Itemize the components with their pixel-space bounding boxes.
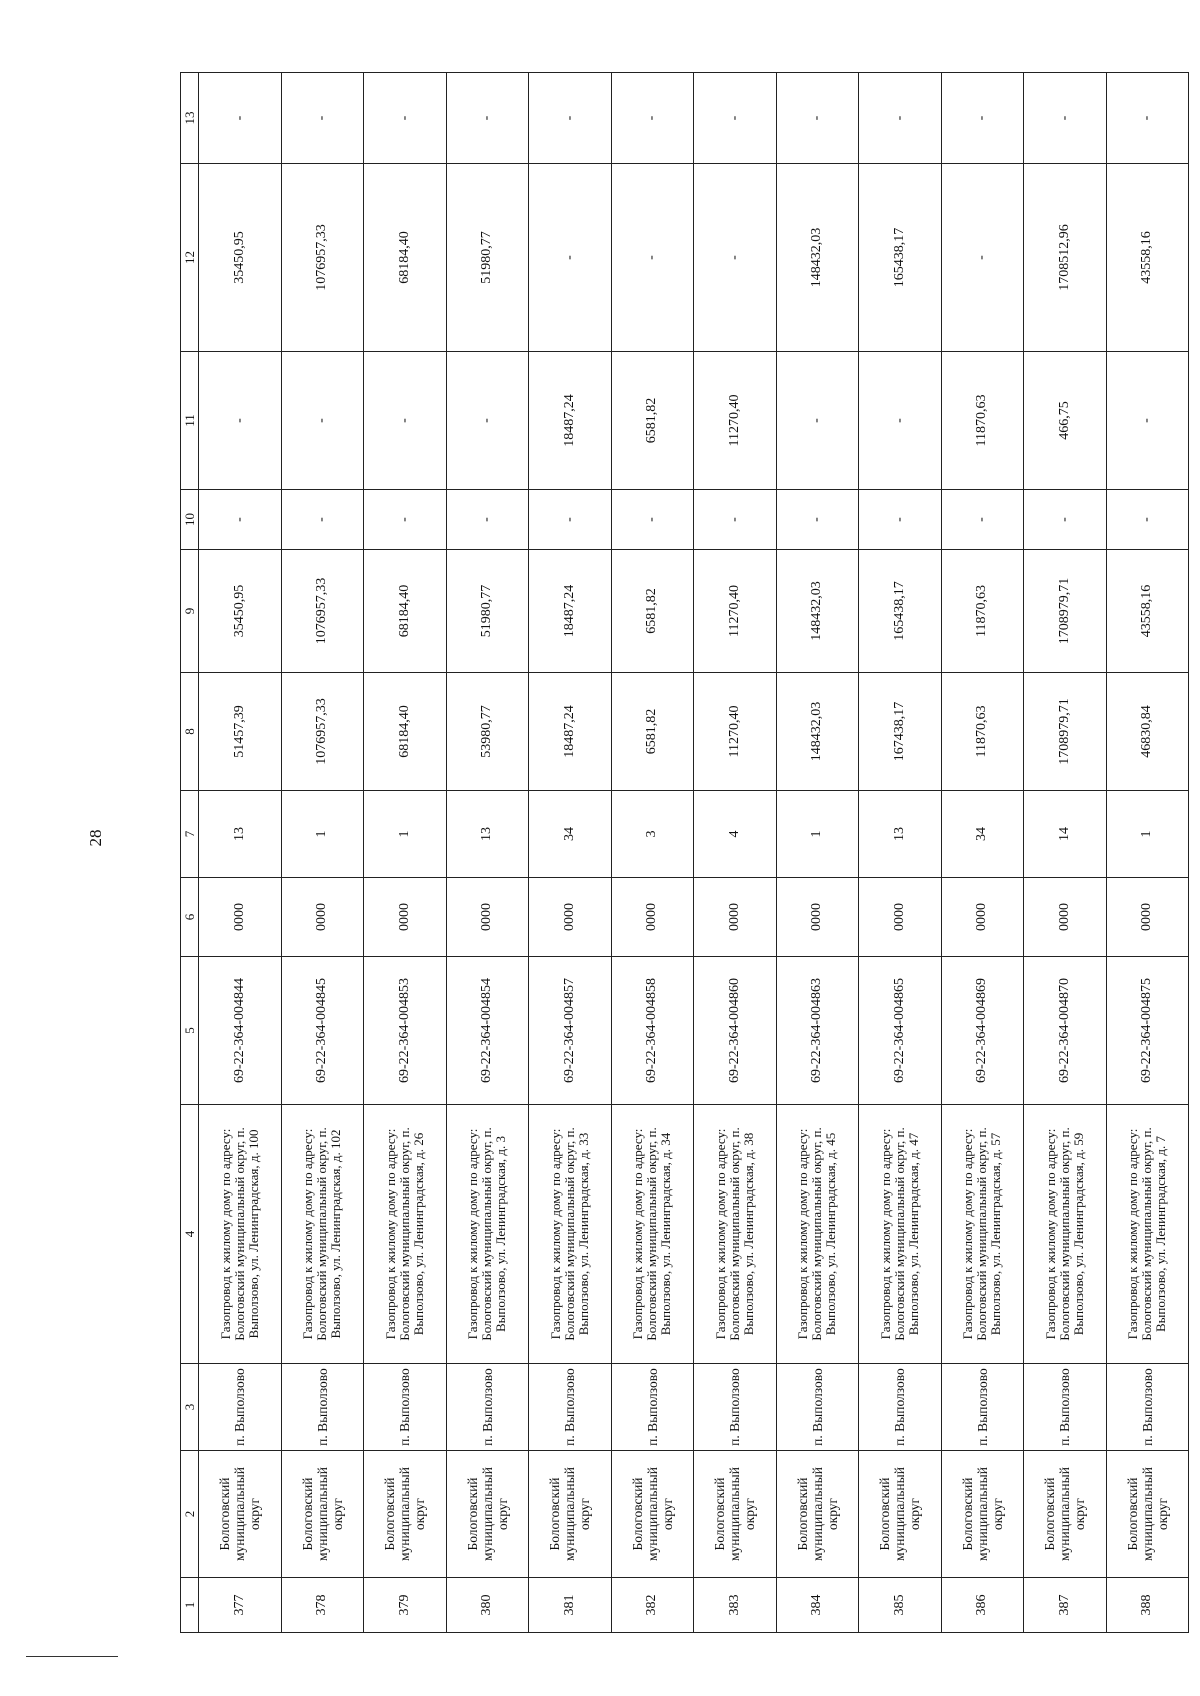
column-header: 8 <box>181 673 199 791</box>
settlement-cell: п. Выползово <box>281 1364 364 1451</box>
table-row <box>941 73 1024 1633</box>
value-cell: 165438,17 <box>859 164 942 352</box>
cadastral-number: 69-22-364-004857 <box>529 957 612 1105</box>
value-cell: 466,75 <box>1024 352 1107 490</box>
value-cell: 18487,24 <box>529 352 612 490</box>
code-cell: 0000 <box>941 878 1024 957</box>
value-cell: - <box>529 164 612 352</box>
row-number: 378 <box>281 1578 364 1633</box>
row-number: 380 <box>446 1578 529 1633</box>
code-cell: 0000 <box>1024 878 1107 957</box>
settlement-cell: п. Выползово <box>941 1364 1024 1451</box>
value-cell: 46830,84 <box>1106 673 1189 791</box>
cadastral-number: 69-22-364-004844 <box>199 957 282 1105</box>
value-cell: 165438,17 <box>859 550 942 673</box>
value-cell: - <box>941 164 1024 352</box>
settlement-cell: п. Выползово <box>1024 1364 1107 1451</box>
value-cell: 51980,77 <box>446 550 529 673</box>
settlement-cell: п. Выползово <box>364 1364 447 1451</box>
value-cell: 148432,03 <box>776 550 859 673</box>
value-cell: 11270,40 <box>694 673 777 791</box>
value-cell: 6581,82 <box>611 673 694 791</box>
row-number: 384 <box>776 1578 859 1633</box>
object-description: Газопровод к жилому дому по адресу: Бологовский муниципальный округ, п. Выползово, ул. Ленинградская, д. 34 <box>611 1105 694 1364</box>
cadastral-number: 69-22-364-004853 <box>364 957 447 1105</box>
district-cell: Бологовский муниципальный округ <box>776 1451 859 1578</box>
value-cell: - <box>446 352 529 490</box>
table-row <box>611 73 694 1633</box>
value-cell: 11870,63 <box>941 550 1024 673</box>
column-header: 10 <box>181 490 199 550</box>
row-number: 388 <box>1106 1578 1189 1633</box>
value-cell: - <box>859 352 942 490</box>
code-cell: 0000 <box>364 878 447 957</box>
value-cell: - <box>859 490 942 550</box>
value-cell: 68184,40 <box>364 550 447 673</box>
value-cell: 1708979,71 <box>1024 550 1107 673</box>
value-cell: - <box>1106 490 1189 550</box>
value-cell: - <box>1024 490 1107 550</box>
value-cell: - <box>941 490 1024 550</box>
value-cell: - <box>529 490 612 550</box>
column-header: 7 <box>181 791 199 878</box>
district-cell: Бологовский муниципальный округ <box>529 1451 612 1578</box>
code-cell: 0000 <box>859 878 942 957</box>
cadastral-number: 69-22-364-004865 <box>859 957 942 1105</box>
row-number: 379 <box>364 1578 447 1633</box>
value-cell: - <box>859 73 942 164</box>
value-cell: - <box>1106 352 1189 490</box>
table-row <box>529 73 612 1633</box>
value-cell: - <box>529 73 612 164</box>
column-header: 1 <box>181 1578 199 1633</box>
value-cell: 11870,63 <box>941 673 1024 791</box>
code-cell: 0000 <box>776 878 859 957</box>
value-cell: - <box>446 73 529 164</box>
count-cell: 1 <box>1106 791 1189 878</box>
value-cell: - <box>281 73 364 164</box>
district-cell: Бологовский муниципальный округ <box>941 1451 1024 1578</box>
column-header: 6 <box>181 878 199 957</box>
value-cell: - <box>281 490 364 550</box>
value-cell: 51980,77 <box>446 164 529 352</box>
value-cell: 1076957,33 <box>281 550 364 673</box>
value-cell: 18487,24 <box>529 550 612 673</box>
district-cell: Бологовский муниципальный округ <box>364 1451 447 1578</box>
value-cell: 11270,40 <box>694 352 777 490</box>
value-cell: - <box>281 352 364 490</box>
code-cell: 0000 <box>694 878 777 957</box>
value-cell: - <box>776 73 859 164</box>
row-number: 386 <box>941 1578 1024 1633</box>
object-description: Газопровод к жилому дому по адресу: Бологовский муниципальный округ, п. Выползово, ул. Ленинградская, д. 26 <box>364 1105 447 1364</box>
value-cell: 11270,40 <box>694 550 777 673</box>
value-cell: - <box>611 490 694 550</box>
row-number: 377 <box>199 1578 282 1633</box>
district-cell: Бологовский муниципальный округ <box>611 1451 694 1578</box>
row-number: 382 <box>611 1578 694 1633</box>
value-cell: - <box>611 164 694 352</box>
value-cell: 51457,39 <box>199 673 282 791</box>
footnote-divider <box>26 1656 118 1657</box>
cadastral-number: 69-22-364-004863 <box>776 957 859 1105</box>
column-header: 3 <box>181 1364 199 1451</box>
column-header: 12 <box>181 164 199 352</box>
count-cell: 1 <box>364 791 447 878</box>
column-header: 9 <box>181 550 199 673</box>
object-description: Газопровод к жилому дому по адресу: Бологовский муниципальный округ, п. Выползово, ул. Ленинградская, д. 7 <box>1106 1105 1189 1364</box>
table-body <box>199 73 1189 1633</box>
count-cell: 13 <box>199 791 282 878</box>
count-cell: 3 <box>611 791 694 878</box>
object-description: Газопровод к жилому дому по адресу: Бологовский муниципальный округ, п. Выползово, ул. Ленинградская, д. 45 <box>776 1105 859 1364</box>
object-description: Газопровод к жилому дому по адресу: Бологовский муниципальный округ, п. Выползово, ул. Ленинградская, д. 3 <box>446 1105 529 1364</box>
table-row <box>364 73 447 1633</box>
value-cell: 167438,17 <box>859 673 942 791</box>
settlement-cell: п. Выползово <box>694 1364 777 1451</box>
register-table <box>180 72 1189 1633</box>
table-row <box>281 73 364 1633</box>
value-cell: - <box>364 73 447 164</box>
code-cell: 0000 <box>281 878 364 957</box>
cadastral-number: 69-22-364-004875 <box>1106 957 1189 1105</box>
value-cell: 6581,82 <box>611 550 694 673</box>
page-number: 28 <box>86 829 105 847</box>
cadastral-number: 69-22-364-004854 <box>446 957 529 1105</box>
settlement-cell: п. Выползово <box>446 1364 529 1451</box>
settlement-cell: п. Выползово <box>529 1364 612 1451</box>
settlement-cell: п. Выползово <box>859 1364 942 1451</box>
value-cell: 43558,16 <box>1106 550 1189 673</box>
object-description: Газопровод к жилому дому по адресу: Бологовский муниципальный округ, п. Выползово, ул. Ленинградская, д. 33 <box>529 1105 612 1364</box>
object-description: Газопровод к жилому дому по адресу: Бологовский муниципальный округ, п. Выползово, ул. Ленинградская, д. 59 <box>1024 1105 1107 1364</box>
value-cell: - <box>694 164 777 352</box>
header-row <box>181 73 199 1633</box>
row-number: 385 <box>859 1578 942 1633</box>
table-row <box>859 73 942 1633</box>
object-description: Газопровод к жилому дому по адресу: Бологовский муниципальный округ, п. Выползово, ул. Ленинградская, д. 47 <box>859 1105 942 1364</box>
value-cell: - <box>199 73 282 164</box>
count-cell: 34 <box>941 791 1024 878</box>
column-header: 4 <box>181 1105 199 1364</box>
district-cell: Бологовский муниципальный округ <box>199 1451 282 1578</box>
count-cell: 4 <box>694 791 777 878</box>
district-cell: Бологовский муниципальный округ <box>446 1451 529 1578</box>
district-cell: Бологовский муниципальный округ <box>694 1451 777 1578</box>
object-description: Газопровод к жилому дому по адресу: Бологовский муниципальный округ, п. Выползово, ул. Ленинградская, д. 100 <box>199 1105 282 1364</box>
cadastral-number: 69-22-364-004870 <box>1024 957 1107 1105</box>
settlement-cell: п. Выползово <box>199 1364 282 1451</box>
row-number: 387 <box>1024 1578 1107 1633</box>
column-header: 11 <box>181 352 199 490</box>
count-cell: 13 <box>446 791 529 878</box>
district-cell: Бологовский муниципальный округ <box>1106 1451 1189 1578</box>
settlement-cell: п. Выползово <box>611 1364 694 1451</box>
value-cell: 35450,95 <box>199 164 282 352</box>
value-cell: 53980,77 <box>446 673 529 791</box>
value-cell: - <box>199 490 282 550</box>
value-cell: 1076957,33 <box>281 164 364 352</box>
settlement-cell: п. Выползово <box>776 1364 859 1451</box>
settlement-cell: п. Выползово <box>1106 1364 1189 1451</box>
object-description: Газопровод к жилому дому по адресу: Бологовский муниципальный округ, п. Выползово, ул. Ленинградская, д. 57 <box>941 1105 1024 1364</box>
table-row <box>1106 73 1189 1633</box>
count-cell: 34 <box>529 791 612 878</box>
object-description: Газопровод к жилому дому по адресу: Бологовский муниципальный округ, п. Выползово, ул. Ленинградская, д. 38 <box>694 1105 777 1364</box>
table-container <box>180 73 1188 1633</box>
count-cell: 14 <box>1024 791 1107 878</box>
table-row <box>776 73 859 1633</box>
code-cell: 0000 <box>199 878 282 957</box>
value-cell: 68184,40 <box>364 164 447 352</box>
value-cell: - <box>694 73 777 164</box>
cadastral-number: 69-22-364-004858 <box>611 957 694 1105</box>
value-cell: - <box>364 352 447 490</box>
count-cell: 1 <box>776 791 859 878</box>
table-row <box>694 73 777 1633</box>
value-cell: - <box>446 490 529 550</box>
code-cell: 0000 <box>611 878 694 957</box>
value-cell: 11870,63 <box>941 352 1024 490</box>
row-number: 381 <box>529 1578 612 1633</box>
value-cell: - <box>1024 73 1107 164</box>
cadastral-number: 69-22-364-004845 <box>281 957 364 1105</box>
district-cell: Бологовский муниципальный округ <box>859 1451 942 1578</box>
value-cell: 6581,82 <box>611 352 694 490</box>
cadastral-number: 69-22-364-004860 <box>694 957 777 1105</box>
column-header: 5 <box>181 957 199 1105</box>
value-cell: 1708512,96 <box>1024 164 1107 352</box>
code-cell: 0000 <box>529 878 612 957</box>
code-cell: 0000 <box>1106 878 1189 957</box>
value-cell: 35450,95 <box>199 550 282 673</box>
value-cell: - <box>199 352 282 490</box>
row-number: 383 <box>694 1578 777 1633</box>
table-row <box>199 73 282 1633</box>
value-cell: - <box>776 490 859 550</box>
value-cell: 148432,03 <box>776 673 859 791</box>
value-cell: - <box>941 73 1024 164</box>
value-cell: 148432,03 <box>776 164 859 352</box>
value-cell: - <box>776 352 859 490</box>
value-cell: - <box>611 73 694 164</box>
district-cell: Бологовский муниципальный округ <box>1024 1451 1107 1578</box>
column-header: 2 <box>181 1451 199 1578</box>
value-cell: - <box>364 490 447 550</box>
value-cell: 1708979,71 <box>1024 673 1107 791</box>
table-row <box>446 73 529 1633</box>
value-cell: 43558,16 <box>1106 164 1189 352</box>
district-cell: Бологовский муниципальный округ <box>281 1451 364 1578</box>
count-cell: 13 <box>859 791 942 878</box>
table-row <box>1024 73 1107 1633</box>
code-cell: 0000 <box>446 878 529 957</box>
value-cell: 18487,24 <box>529 673 612 791</box>
value-cell: - <box>1106 73 1189 164</box>
object-description: Газопровод к жилому дому по адресу: Бологовский муниципальный округ, п. Выползово, ул. Ленинградская, д. 102 <box>281 1105 364 1364</box>
cadastral-number: 69-22-364-004869 <box>941 957 1024 1105</box>
value-cell: 68184,40 <box>364 673 447 791</box>
value-cell: - <box>694 490 777 550</box>
count-cell: 1 <box>281 791 364 878</box>
value-cell: 1076957,33 <box>281 673 364 791</box>
column-header: 13 <box>181 73 199 164</box>
